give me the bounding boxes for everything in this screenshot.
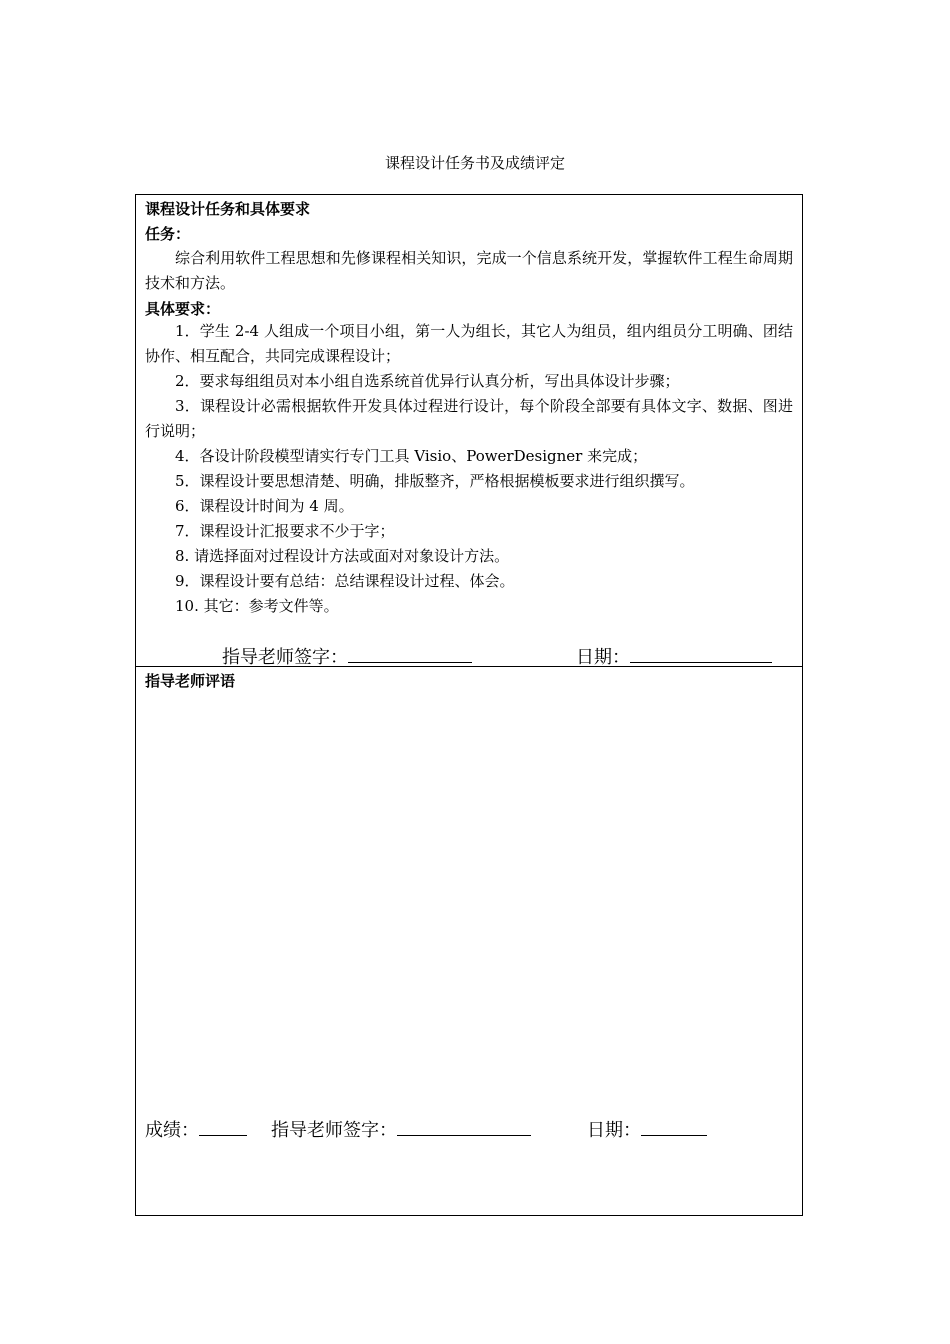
assignment-form-table [135,194,803,1216]
requirement-item-1: 1．学生 2-4 人组成一个项目小组，第一人为组长，其它人为组员，组内组员分工明确、团结协作、相互配合，共同完成课程设计； [145,322,793,365]
advisor-comments-section [136,667,802,1215]
task-label: 任务： [145,225,191,243]
page-title: 课程设计任务书及成绩评定 [384,154,565,172]
grade-label: 成绩： [145,1120,199,1141]
task-description: 综合利用软件工程思想和先修课程相关知识，完成一个信息系统开发，掌握软件工程生命周期技术和方法。 [145,249,793,292]
task-section-heading: 课程设计任务和具体要求 [145,200,311,218]
advisor-signature-label: 指导老师签字： [222,647,348,668]
requirement-item-7: 7．课程设计汇报要求不少于字； [175,522,395,540]
comment-date-label: 日期： [587,1120,641,1141]
requirement-item-4: 4．各设计阶段模型请实行专门工具 Visio、PowerDesigner 来完成； [175,447,648,465]
comment-signature-row [271,1117,531,1143]
comment-signature-label: 指导老师签字： [271,1120,397,1141]
requirement-item-9: 9．课程设计要有总结：总结课程设计过程、体会。 [175,572,515,590]
requirement-item-3: 3．课程设计必需根据软件开发具体过程进行设计，每个阶段全部要有具体文字、数据、图进行说明； [145,397,793,440]
comments-heading: 指导老师评语 [145,672,236,690]
requirement-item-8: 8. 请选择面对过程设计方法或面对对象设计方法。 [175,547,510,565]
requirements-label: 具体要求： [145,300,221,318]
task-requirements-section [136,195,802,667]
comment-date-row [587,1117,707,1143]
comment-signature-blank[interactable] [397,1117,531,1136]
comment-date-blank[interactable] [641,1117,707,1136]
grade-row [145,1117,247,1143]
grade-blank[interactable] [199,1117,247,1136]
requirement-item-2: 2．要求每组组员对本小组自选系统首优异行认真分析，写出具体设计步骤； [175,372,680,390]
requirement-item-6: 6．课程设计时间为 4 周。 [175,497,354,515]
advisor-date-label: 日期： [576,647,630,668]
requirement-item-10: 10. 其它：参考文件等。 [175,597,339,615]
advisor-date-blank[interactable] [630,644,772,663]
requirement-item-5: 5．课程设计要思想清楚、明确，排版整齐，严格根据模板要求进行组织撰写。 [175,472,695,490]
advisor-signature-blank[interactable] [348,644,472,663]
